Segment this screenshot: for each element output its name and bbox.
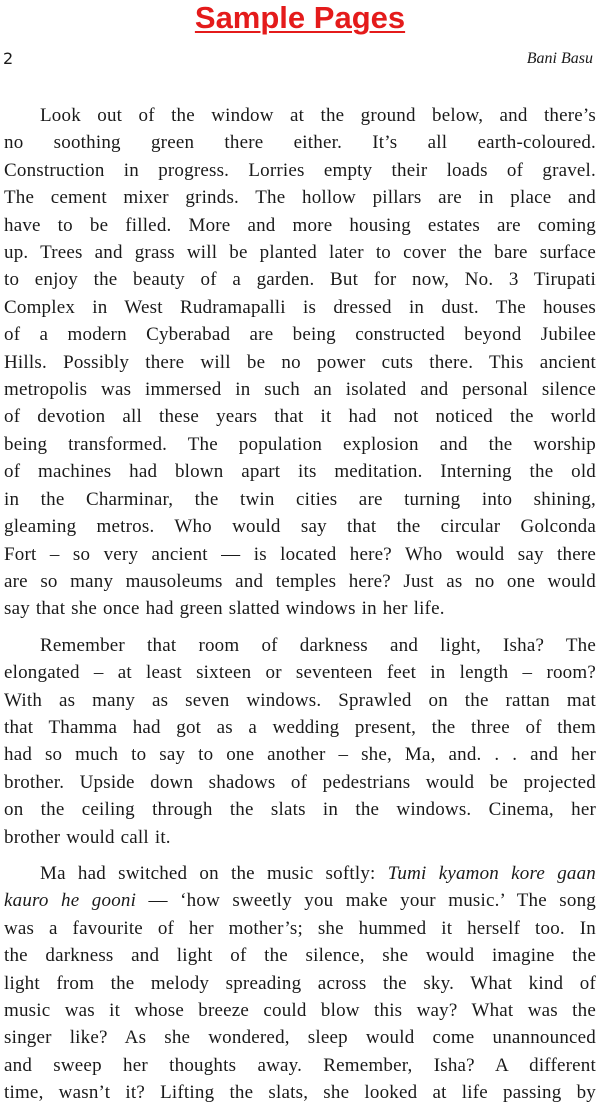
text-line: had so much to say to one another – she, Ma, and. . . and her <box>4 744 596 766</box>
text-line: Hills. Possibly there will be no power cuts there. This ancient <box>4 351 596 373</box>
text-line: elongated – at least sixteen or seventeen feet in length – room? <box>4 662 596 684</box>
text-line: Fort – so very ancient — is located here? Who would say there <box>4 543 596 565</box>
text-line: in the Charminar, the twin cities are turning into shining, <box>4 488 596 510</box>
text-line: have to be filled. More and more housing estates are coming <box>4 214 596 236</box>
text-line: no soothing green there either. It’s all earth-coloured. <box>4 132 596 154</box>
text-line: that Thamma had got as a wedding present, the three of them <box>4 716 596 738</box>
paragraph-3 <box>4 860 596 1107</box>
text-line: say that she once had green slatted windows in her life. <box>4 598 445 620</box>
text-run: Ma had switched on the music softly: <box>40 862 388 884</box>
text-line: singer like? As she wondered, sleep would come unannounced <box>4 1027 596 1049</box>
paragraph-2 <box>4 632 596 851</box>
paragraph-1 <box>4 102 596 623</box>
text-line: to enjoy the beauty of a garden. But for now, No. 3 Tirupati <box>4 269 596 291</box>
text-line: music was it whose breeze could blow this way? What was the <box>4 1000 596 1021</box>
running-head <box>3 48 593 70</box>
text-line: With as many as seven windows. Sprawled on the rattan mat <box>4 689 596 711</box>
text-line: Look out of the window at the ground below, and there’s <box>40 105 596 126</box>
text-line: are so many mausoleums and temples here? Just as no one would <box>4 570 596 592</box>
page-body-text <box>4 102 596 1116</box>
text-run: — ‘how sweetly you make your music.’ The song <box>136 890 597 912</box>
text-line: on the ceiling through the slats in the windows. Cinema, her <box>4 799 596 821</box>
text-line: Complex in West Rudramapalli is dressed in dust. The houses <box>4 296 596 318</box>
sample-pages-banner: Sample Pages <box>194 0 406 35</box>
text-line: brother. Upside down shadows of pedestrians would be projected <box>4 771 596 793</box>
text-line: was a favourite of her mother’s; she hummed it herself too. In <box>4 917 596 939</box>
text-line: the darkness and light of the silence, she would imagine the <box>4 945 596 967</box>
text-line: gleaming metros. Who would say that the circular Golconda <box>4 516 596 538</box>
page-number: 2 <box>3 49 14 68</box>
text-line: metropolis was immersed in such an isolated and personal silence <box>4 379 596 401</box>
text-line <box>4 887 596 914</box>
text-line: and sweep her thoughts away. Remember, Isha? A different <box>4 1054 596 1076</box>
author-name: Bani Basu <box>526 50 593 67</box>
song-title-italic: kauro he gooni <box>4 890 137 912</box>
text-line: brother would call it. <box>4 826 171 848</box>
text-line: of devotion all these years that it had not noticed the world <box>4 406 596 428</box>
text-line: The cement mixer grinds. The hollow pillars are in place and <box>4 187 596 209</box>
text-line: up. Trees and grass will be planted later to cover the bare surface <box>4 242 596 264</box>
text-line: of machines had blown apart its meditation. Interning the old <box>4 461 596 483</box>
text-line: Construction in progress. Lorries empty their loads of gravel. <box>4 159 596 181</box>
text-line: Remember that room of darkness and light, Isha? The <box>40 634 596 656</box>
text-line: time, wasn’t it? Lifting the slats, she looked at life passing by <box>4 1082 596 1104</box>
text-line <box>4 860 596 887</box>
text-line: being transformed. The population explosion and the worship <box>4 433 596 455</box>
song-title-italic: Tumi kyamon kore gaan <box>387 862 596 884</box>
text-line: light from the melody spreading across the sky. What kind of <box>4 972 596 994</box>
text-line: of a modern Cyberabad are being constructed beyond Jubilee <box>4 324 596 346</box>
